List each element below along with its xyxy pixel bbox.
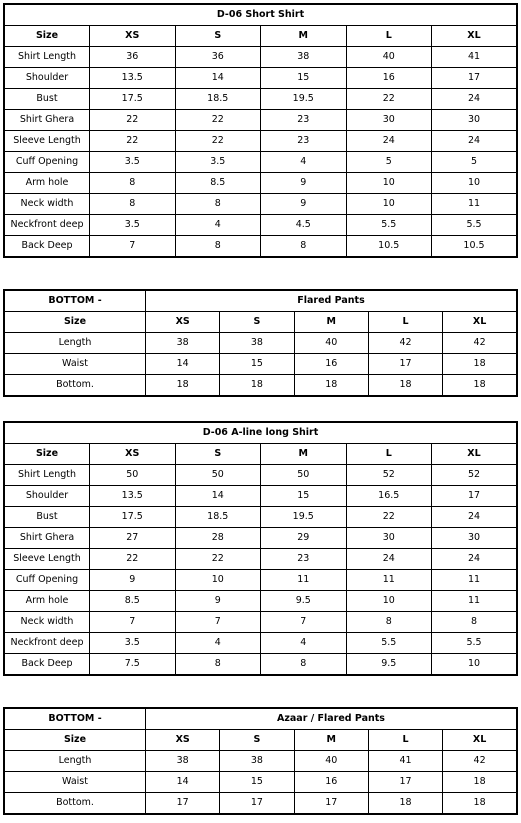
measurement-value: 17 xyxy=(146,793,220,815)
measurement-value: 17 xyxy=(432,486,518,507)
measurement-value: 40 xyxy=(346,47,432,68)
measurement-value: 15 xyxy=(261,68,347,89)
measurement-value: 30 xyxy=(432,110,518,131)
measurement-value: 5 xyxy=(346,152,432,173)
table-row xyxy=(4,507,517,528)
measurement-value: 30 xyxy=(346,110,432,131)
measurement-value: 4 xyxy=(175,633,261,654)
flared-pants-size-table xyxy=(3,289,518,397)
measurement-value: 41 xyxy=(368,751,442,772)
table-row xyxy=(4,173,517,194)
measurement-label: Cuff Opening xyxy=(4,570,90,591)
table-row xyxy=(4,549,517,570)
measurement-value: 10 xyxy=(175,570,261,591)
measurement-value: 36 xyxy=(175,47,261,68)
measurement-value: 8 xyxy=(261,236,347,258)
measurement-value: 30 xyxy=(346,528,432,549)
measurement-value: 3.5 xyxy=(90,152,176,173)
measurement-label: Shirt Length xyxy=(4,47,90,68)
measurement-value: 16.5 xyxy=(346,486,432,507)
size-header-cell: S xyxy=(220,312,294,333)
size-header-cell: XL xyxy=(443,730,517,751)
measurement-label: Bottom. xyxy=(4,375,146,397)
measurement-value: 52 xyxy=(432,465,518,486)
measurement-value: 15 xyxy=(261,486,347,507)
measurement-value: 23 xyxy=(261,131,347,152)
measurement-value: 11 xyxy=(432,194,518,215)
table-title: D-06 Short Shirt xyxy=(4,4,517,26)
size-column-header: Size xyxy=(4,730,146,751)
size-header-cell: S xyxy=(175,444,261,465)
measurement-value: 15 xyxy=(220,354,294,375)
table-header-row xyxy=(4,444,517,465)
table-row xyxy=(4,131,517,152)
measurement-value: 8 xyxy=(90,194,176,215)
measurement-label: Arm hole xyxy=(4,173,90,194)
measurement-value: 18 xyxy=(443,354,517,375)
measurement-value: 10 xyxy=(346,591,432,612)
measurement-value: 9 xyxy=(90,570,176,591)
measurement-value: 42 xyxy=(443,751,517,772)
measurement-value: 9 xyxy=(261,173,347,194)
measurement-value: 10.5 xyxy=(432,236,518,258)
measurement-value: 9.5 xyxy=(346,654,432,676)
size-column-header: Size xyxy=(4,26,90,47)
size-header-cell: XL xyxy=(432,26,518,47)
aline-long-shirt-size-table xyxy=(3,421,518,676)
measurement-value: 8 xyxy=(346,612,432,633)
measurement-value: 50 xyxy=(261,465,347,486)
size-header-cell: XS xyxy=(90,26,176,47)
table-row xyxy=(4,793,517,815)
measurement-value: 9 xyxy=(261,194,347,215)
table-row xyxy=(4,591,517,612)
measurement-value: 18.5 xyxy=(175,89,261,110)
size-header-cell: XS xyxy=(146,312,220,333)
table-row xyxy=(4,152,517,173)
measurement-value: 22 xyxy=(175,110,261,131)
size-column-header: Size xyxy=(4,444,90,465)
measurement-label: Cuff Opening xyxy=(4,152,90,173)
measurement-value: 8 xyxy=(175,194,261,215)
measurement-value: 5.5 xyxy=(432,215,518,236)
measurement-value: 16 xyxy=(346,68,432,89)
measurement-value: 13.5 xyxy=(90,486,176,507)
size-header-cell: S xyxy=(220,730,294,751)
measurement-label: Bust xyxy=(4,89,90,110)
measurement-value: 18 xyxy=(294,375,368,397)
measurement-label: Shoulder xyxy=(4,68,90,89)
measurement-label: Neckfront deep xyxy=(4,633,90,654)
measurement-value: 8 xyxy=(432,612,518,633)
measurement-value: 7.5 xyxy=(90,654,176,676)
measurement-value: 18 xyxy=(368,793,442,815)
measurement-value: 27 xyxy=(90,528,176,549)
measurement-value: 28 xyxy=(175,528,261,549)
table-title-row xyxy=(4,290,517,312)
measurement-value: 22 xyxy=(90,549,176,570)
measurement-value: 24 xyxy=(346,549,432,570)
measurement-value: 18 xyxy=(146,375,220,397)
table-row xyxy=(4,772,517,793)
measurement-value: 22 xyxy=(175,549,261,570)
measurement-label: Shoulder xyxy=(4,486,90,507)
table-header-row xyxy=(4,26,517,47)
measurement-value: 14 xyxy=(146,772,220,793)
measurement-label: Neck width xyxy=(4,612,90,633)
table-row xyxy=(4,68,517,89)
measurement-value: 9.5 xyxy=(261,591,347,612)
table-row xyxy=(4,110,517,131)
size-header-cell: M xyxy=(294,730,368,751)
measurement-value: 8 xyxy=(175,654,261,676)
measurement-value: 14 xyxy=(175,68,261,89)
measurement-value: 23 xyxy=(261,110,347,131)
measurement-value: 15 xyxy=(220,772,294,793)
measurement-value: 3.5 xyxy=(90,215,176,236)
measurement-value: 14 xyxy=(175,486,261,507)
measurement-value: 8.5 xyxy=(90,591,176,612)
size-column-header: Size xyxy=(4,312,146,333)
measurement-label: Waist xyxy=(4,354,146,375)
measurement-value: 18 xyxy=(443,375,517,397)
measurement-value: 23 xyxy=(261,549,347,570)
measurement-value: 16 xyxy=(294,354,368,375)
measurement-value: 17 xyxy=(220,793,294,815)
size-header-cell: M xyxy=(294,312,368,333)
measurement-value: 40 xyxy=(294,333,368,354)
measurement-value: 24 xyxy=(432,507,518,528)
measurement-value: 22 xyxy=(175,131,261,152)
table-row xyxy=(4,89,517,110)
short-shirt-size-table xyxy=(3,3,518,258)
measurement-label: Length xyxy=(4,751,146,772)
measurement-value: 29 xyxy=(261,528,347,549)
measurement-label: Back Deep xyxy=(4,654,90,676)
measurement-label: Bottom. xyxy=(4,793,146,815)
measurement-value: 17 xyxy=(368,772,442,793)
measurement-value: 11 xyxy=(346,570,432,591)
measurement-value: 42 xyxy=(443,333,517,354)
measurement-value: 8 xyxy=(90,173,176,194)
table-title: Flared Pants xyxy=(146,290,518,312)
measurement-value: 17 xyxy=(368,354,442,375)
measurement-value: 13.5 xyxy=(90,68,176,89)
table-row xyxy=(4,47,517,68)
size-header-cell: XL xyxy=(432,444,518,465)
measurement-value: 5.5 xyxy=(346,633,432,654)
measurement-value: 5.5 xyxy=(346,215,432,236)
measurement-label: Sleeve Length xyxy=(4,549,90,570)
measurement-value: 16 xyxy=(294,772,368,793)
size-header-cell: L xyxy=(346,444,432,465)
table-title-row xyxy=(4,422,517,444)
table-row xyxy=(4,528,517,549)
measurement-value: 38 xyxy=(146,333,220,354)
measurement-value: 7 xyxy=(90,236,176,258)
table-row xyxy=(4,654,517,676)
section-label: BOTTOM - xyxy=(4,708,146,730)
measurement-value: 11 xyxy=(261,570,347,591)
measurement-label: Waist xyxy=(4,772,146,793)
measurement-value: 8 xyxy=(261,654,347,676)
measurement-value: 38 xyxy=(220,751,294,772)
table-header-row xyxy=(4,312,517,333)
table-row xyxy=(4,215,517,236)
table-row xyxy=(4,194,517,215)
measurement-value: 10 xyxy=(346,194,432,215)
table-row xyxy=(4,236,517,258)
measurement-value: 38 xyxy=(261,47,347,68)
measurement-value: 30 xyxy=(432,528,518,549)
measurement-value: 4 xyxy=(261,152,347,173)
measurement-value: 24 xyxy=(346,131,432,152)
measurement-value: 38 xyxy=(220,333,294,354)
measurement-value: 8 xyxy=(175,236,261,258)
measurement-value: 22 xyxy=(346,507,432,528)
measurement-value: 8.5 xyxy=(175,173,261,194)
size-header-cell: XS xyxy=(146,730,220,751)
measurement-label: Bust xyxy=(4,507,90,528)
measurement-label: Neck width xyxy=(4,194,90,215)
measurement-value: 17 xyxy=(294,793,368,815)
measurement-value: 19.5 xyxy=(261,507,347,528)
measurement-value: 10 xyxy=(346,173,432,194)
measurement-value: 7 xyxy=(90,612,176,633)
section-label: BOTTOM - xyxy=(4,290,146,312)
measurement-value: 10.5 xyxy=(346,236,432,258)
azaar-flared-pants-size-table xyxy=(3,707,518,815)
measurement-value: 50 xyxy=(175,465,261,486)
table-title: D-06 A-line long Shirt xyxy=(4,422,517,444)
table-title: Azaar / Flared Pants xyxy=(146,708,518,730)
table-row xyxy=(4,333,517,354)
table-row xyxy=(4,612,517,633)
measurement-value: 24 xyxy=(432,89,518,110)
measurement-value: 24 xyxy=(432,131,518,152)
measurement-value: 24 xyxy=(432,549,518,570)
measurement-value: 52 xyxy=(346,465,432,486)
measurement-value: 5 xyxy=(432,152,518,173)
measurement-value: 9 xyxy=(175,591,261,612)
measurement-value: 50 xyxy=(90,465,176,486)
measurement-value: 19.5 xyxy=(261,89,347,110)
measurement-value: 4 xyxy=(261,633,347,654)
measurement-value: 7 xyxy=(261,612,347,633)
table-row xyxy=(4,486,517,507)
measurement-value: 10 xyxy=(432,173,518,194)
measurement-label: Shirt Ghera xyxy=(4,110,90,131)
measurement-value: 22 xyxy=(346,89,432,110)
table-row xyxy=(4,375,517,397)
measurement-value: 11 xyxy=(432,591,518,612)
measurement-value: 3.5 xyxy=(90,633,176,654)
measurement-label: Shirt Length xyxy=(4,465,90,486)
table-title-row xyxy=(4,708,517,730)
measurement-value: 18 xyxy=(443,772,517,793)
measurement-value: 40 xyxy=(294,751,368,772)
measurement-label: Neckfront deep xyxy=(4,215,90,236)
table-row xyxy=(4,354,517,375)
measurement-label: Shirt Ghera xyxy=(4,528,90,549)
measurement-value: 7 xyxy=(175,612,261,633)
size-header-cell: S xyxy=(175,26,261,47)
size-header-cell: L xyxy=(346,26,432,47)
measurement-value: 41 xyxy=(432,47,518,68)
measurement-value: 18 xyxy=(220,375,294,397)
measurement-label: Length xyxy=(4,333,146,354)
table-row xyxy=(4,633,517,654)
measurement-value: 18.5 xyxy=(175,507,261,528)
measurement-label: Sleeve Length xyxy=(4,131,90,152)
size-header-cell: L xyxy=(368,730,442,751)
table-title-row xyxy=(4,4,517,26)
measurement-value: 14 xyxy=(146,354,220,375)
measurement-value: 3.5 xyxy=(175,152,261,173)
table-row xyxy=(4,570,517,591)
size-header-cell: L xyxy=(368,312,442,333)
measurement-value: 11 xyxy=(432,570,518,591)
measurement-value: 22 xyxy=(90,131,176,152)
size-header-cell: M xyxy=(261,444,347,465)
measurement-value: 18 xyxy=(368,375,442,397)
measurement-value: 4 xyxy=(175,215,261,236)
table-row xyxy=(4,465,517,486)
measurement-value: 5.5 xyxy=(432,633,518,654)
size-header-cell: XS xyxy=(90,444,176,465)
measurement-value: 22 xyxy=(90,110,176,131)
measurement-value: 4.5 xyxy=(261,215,347,236)
table-row xyxy=(4,751,517,772)
measurement-value: 18 xyxy=(443,793,517,815)
size-header-cell: M xyxy=(261,26,347,47)
measurement-value: 10 xyxy=(432,654,518,676)
size-header-cell: XL xyxy=(443,312,517,333)
measurement-value: 42 xyxy=(368,333,442,354)
measurement-value: 38 xyxy=(146,751,220,772)
measurement-label: Arm hole xyxy=(4,591,90,612)
measurement-value: 36 xyxy=(90,47,176,68)
table-header-row xyxy=(4,730,517,751)
measurement-value: 17.5 xyxy=(90,507,176,528)
measurement-value: 17 xyxy=(432,68,518,89)
measurement-label: Back Deep xyxy=(4,236,90,258)
measurement-value: 17.5 xyxy=(90,89,176,110)
